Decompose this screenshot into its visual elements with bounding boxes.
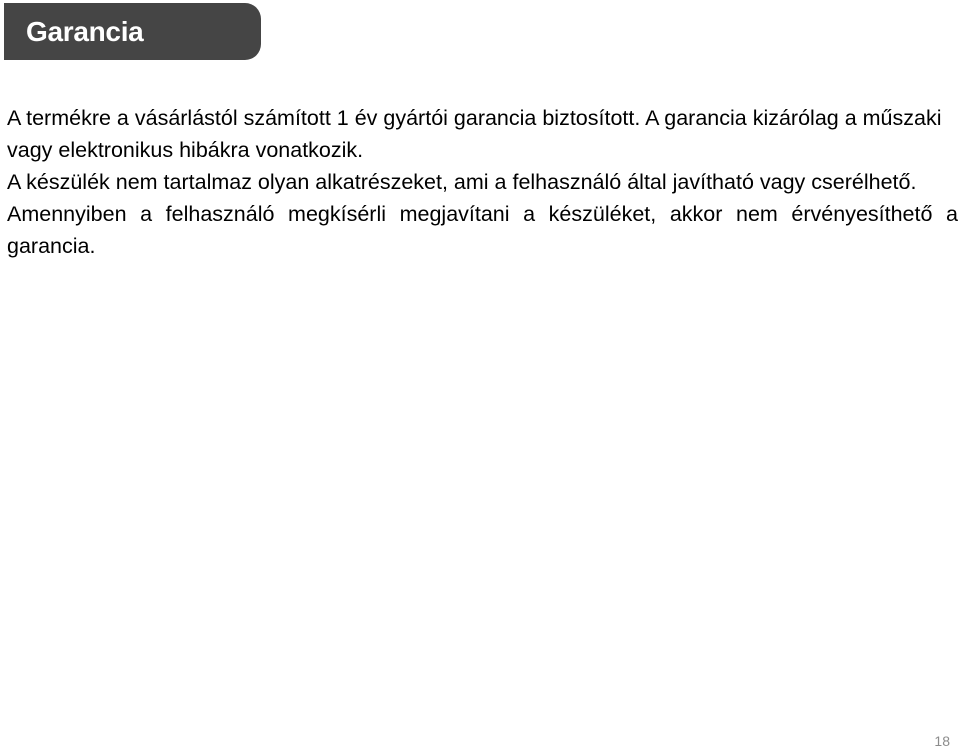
page-number: 18: [934, 733, 950, 749]
section-title-tab: [4, 3, 261, 60]
paragraph-no-user-serviceable-parts: A készülék nem tartalmaz olyan alkatrészeket, ami a felhasználó által javítható vagy cserélhető.: [7, 170, 917, 194]
page-title: Garancia: [26, 15, 144, 47]
paragraph-warranty-period: A termékre a vásárlástól számított 1 év gyártói garancia biztosított. A garancia kizárólag a műszaki vagy elektronikus hibákra vonatkozik.: [7, 106, 942, 162]
paragraph-repair-voids-warranty: Amennyiben a felhasználó megkísérli megjavítani a készüléket, akkor nem érvényesíthető a garancia.: [7, 202, 958, 258]
body-text: [7, 102, 958, 262]
